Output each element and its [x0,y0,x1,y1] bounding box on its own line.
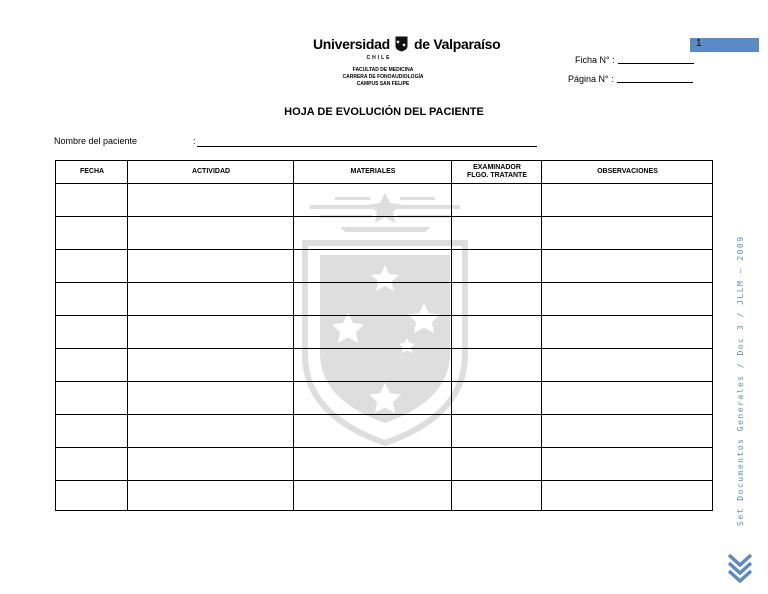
evolution-table [55,160,713,511]
patient-name-colon: : [193,136,196,146]
column-header-examinador: EXAMINADOR FLGO. TRATANTE [466,164,527,179]
table-row[interactable] [56,382,712,414]
pagina-field[interactable] [568,74,693,84]
table-row[interactable] [56,448,712,480]
pagina-label: Página N° : [568,74,614,84]
double-chevron-down-icon [727,553,753,588]
document-title: HOJA DE EVOLUCIÓN DEL PACIENTE [284,106,484,118]
table-row[interactable] [56,415,712,447]
column-header-actividad: ACTIVIDAD [191,168,231,175]
university-name [313,36,500,55]
career-line: CARRERA DE FONOAUDIOLOGÍA [342,74,424,80]
patient-name-field[interactable] [197,146,537,147]
faculty-line: FACULTAD DE MEDICINA [352,67,414,73]
table-row[interactable] [56,349,712,381]
patient-name-label: Nombre del paciente [54,136,138,146]
ficha-blank[interactable] [618,63,694,64]
column-header-observaciones: OBSERVACIONES [597,168,658,175]
crest-icon [395,36,408,55]
table-row[interactable] [56,184,712,216]
country-label: CHILE [366,55,392,61]
campus-line: CAMPUS SAN FELIPE [356,81,410,87]
pagina-blank[interactable] [617,82,693,83]
table-row[interactable] [56,283,712,315]
page-number: 1 [696,38,702,49]
table-row[interactable] [56,481,712,510]
column-header-fecha: FECHA [79,168,105,175]
table-row[interactable] [56,316,712,348]
university-name-right: de Valparaíso [414,36,501,52]
table-row[interactable] [56,250,712,282]
column-header-materiales: MATERIALES [350,168,396,175]
side-footer-text: Set Documentos Generales / Doc 3 / JLLM – 2009 [736,235,745,526]
ficha-field[interactable] [575,55,694,65]
faculty-block [318,67,448,88]
table-row[interactable] [56,217,712,249]
university-name-left: Universidad [313,36,390,52]
ficha-label: Ficha N° : [575,55,615,65]
